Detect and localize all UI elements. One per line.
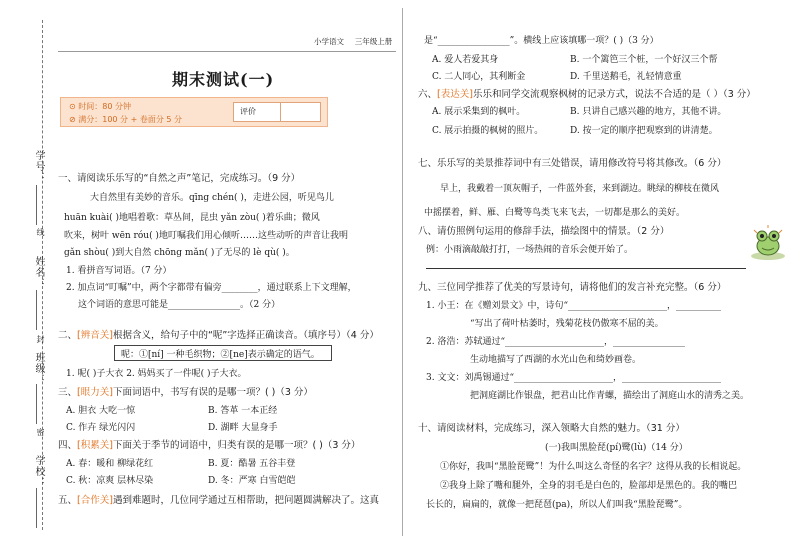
binding-school-label: 学校： <box>33 455 44 488</box>
binding-mark-2: 封 <box>36 335 45 344</box>
q4-option-d[interactable]: D. 冬：严寒 白雪皑皑 <box>208 476 296 486</box>
q9-item-1: 1. 小王：在《赠刘景文》中，诗句“______________________，__________ <box>426 301 722 311</box>
binding-class-field[interactable] <box>36 384 37 424</box>
binding-name-field[interactable] <box>36 290 37 330</box>
q5-option-a[interactable]: A. 爱人若爱其身 <box>432 55 499 65</box>
q8-example: 例：小雨滴敲敲打打，一场热闹的音乐会便开始了。 <box>426 245 634 255</box>
question-6-title: 六、[表达关]乐乐和同学交流观察枫树的记录方式，说法不合适的是（ ）（3 分） <box>418 89 756 100</box>
score-info: ⊘ 满分：100 分 + 卷面分 5 分 <box>69 115 183 124</box>
q3-option-c[interactable]: C. 作卉 绿光闪闪 <box>66 423 136 433</box>
q5-option-b[interactable]: B. 一个篱笆三个桩，一个好汉三个帮 <box>570 55 718 65</box>
q9-item-3: 3. 文文：刘禹锡通过“______________________，______________________ <box>426 373 722 383</box>
evaluation-box[interactable] <box>233 102 321 122</box>
page-title: 期末测试(一) <box>172 70 275 89</box>
q9-item-2: 2. 洛浩：苏轼通过“______________________，________________ <box>426 337 686 347</box>
q9-item-2-cont: 生动地描写了西湖的水光山色和绮妙画卷。 <box>470 355 642 365</box>
q9-item-3-cont: 把洞庭湖比作银盘，把君山比作青螺，描绘出了洞庭山水的清秀之美。 <box>470 391 750 401</box>
q10-passage-line-3: 长长的，扁扁的，就像一把琵琶(pa)，所以人们叫我“黑脸琵鹭”。 <box>426 500 688 510</box>
q3-option-b[interactable]: B. 答革 一本正经 <box>208 406 278 416</box>
exam-info-box <box>60 97 328 127</box>
header-rule <box>58 51 396 52</box>
q10-passage-line-1: ①你好，我叫“黑脸琵鹭”！为什么叫这么奇怪的名字？这得从我的长相说起。 <box>440 462 747 472</box>
q6-option-a[interactable]: A. 展示采集到的枫叶。 <box>432 107 526 117</box>
q1-passage-line-2: huān kuài( )地唱着歌：草丛间，昆虫 yǎn zòu( )着乐曲；微风 <box>64 213 320 223</box>
question-4-title: 四、[积累关]下面关于季节的词语中，归类有误的是哪一项？( )（3 分） <box>58 440 361 451</box>
question-9-title: 九、三位同学推荐了优美的写景诗句，请将他们的发言补充完整。（6 分） <box>418 282 727 293</box>
q10-passage-line-2: ②我身上除了嘴和腿外，全身的羽毛是白色的，脸部却是黑色的。我的嘴巴 <box>440 481 738 491</box>
q3-option-d[interactable]: D. 湖畔 大显身手 <box>208 423 278 433</box>
q5-option-c[interactable]: C. 二人同心，其利断金 <box>432 72 526 82</box>
q4-option-c[interactable]: C. 秋：凉爽 层林尽染 <box>66 476 154 486</box>
section-tag: [合作关] <box>77 495 113 506</box>
q7-passage-line-1: 早上，我戴着一顶灰帽子，一件蓝外套，来到湖边。眺绿的柳枝在微风 <box>440 184 720 194</box>
binding-id-label: 学号： <box>33 150 44 183</box>
binding-name-label: 姓名： <box>33 256 44 289</box>
q1-sub-1: 1. 看拼音写词语。（7 分） <box>66 266 172 276</box>
section-tag: [表达关] <box>437 89 473 100</box>
section-tag: [辨音关] <box>77 330 113 341</box>
column-divider <box>402 8 403 536</box>
q8-answer-line[interactable] <box>426 268 746 269</box>
binding-school-field[interactable] <box>36 488 37 528</box>
q2-pronunciation-hint: 呢：①[ní] 一种毛织物；②[ne]表示确定的语气。 <box>114 345 332 361</box>
q10-reading-title: (一)我叫黑脸琵(pí)鹭(lù)（14 分） <box>545 443 688 453</box>
q7-passage-line-2: 中摇摆着，鲜、雁、白鹭等鸟类飞来飞去，一切都是那么的美好。 <box>424 208 686 218</box>
q4-option-a[interactable]: A. 春：暖和 柳绿花红 <box>66 459 154 469</box>
q9-item-1-cont: “写出了荷叶枯萎时，残菊花枝仍傲寒不屈的美。 <box>470 319 664 329</box>
question-2-title: 二、[辨音关]根据含义，给句子中的“呢”字选择正确读音。（填序号）（4 分） <box>58 330 379 341</box>
question-5-title: 五、[合作关]遇到难题时，几位同学通过互相帮助，把问题圆满解决了。这真 <box>58 495 379 506</box>
evaluation-cell-divider <box>280 103 281 121</box>
q1-sub-2-cont: 这个词语的意思可能是________________。（2 分） <box>78 300 281 310</box>
question-3-title: 三、[眼力关]下面词语中，书写有误的是哪一项？( )（3 分） <box>58 387 313 398</box>
question-1-title: 一、请阅读乐乐写的“自然之声”笔记，完成练习。（9 分） <box>58 173 301 184</box>
q6-option-b[interactable]: B. 只讲自己感兴趣的地方，其他不讲。 <box>570 107 727 117</box>
frog-illustration <box>748 222 788 262</box>
binding-mark-3: 密 <box>36 428 45 437</box>
q1-sub-2: 2. 加点词“叮嘱”中，两个字都带有偏旁________，通过联系上下文理解， <box>66 283 357 293</box>
q6-option-c[interactable]: C. 展示拍摄的枫树的照片。 <box>432 126 544 136</box>
binding-mark-1: 线 <box>36 228 45 237</box>
section-tag: [积累关] <box>77 440 113 451</box>
evaluation-label: 评价 <box>240 107 256 116</box>
q3-option-a[interactable]: A. 胆衣 大吃一惊 <box>66 406 136 416</box>
q1-passage-line-4: gǎn shòu( )到大自然 chōng mǎn( )了无尽的 lè qù( )。 <box>64 248 295 258</box>
section-tag: [眼力关] <box>77 387 113 398</box>
question-7-title: 七、乐乐写的美景推荐词中有三处错误，请用修改符号将其修改。（6 分） <box>418 158 727 169</box>
binding-class-label: 班级： <box>33 352 44 385</box>
grade-label: 三年级上册 <box>354 37 393 46</box>
q1-passage-line-1: 大自然里有美妙的音乐。qīng chén( )，走进公园，听见鸟儿 <box>90 193 334 203</box>
q1-passage-line-3: 吹来，树叶 wēn róu( )地叮嘱我们用心倾听……这些动听的声音让我明 <box>64 231 348 241</box>
page-header <box>314 36 392 47</box>
q6-option-d[interactable]: D. 按一定的顺序把观察到的讲清楚。 <box>570 126 718 136</box>
clock-icon: ⊙ <box>69 102 76 111</box>
subject-label: 小学语文 <box>314 37 344 46</box>
time-info: ⊙ 时间：80 分钟 <box>69 102 131 111</box>
question-10-title: 十、请阅读材料，完成练习，深入领略大自然的魅力。（31 分） <box>418 423 685 434</box>
question-8-title: 八、请仿照例句运用的修辞手法，描绘图中的情景。（2 分） <box>418 226 670 237</box>
q5-option-d[interactable]: D. 千里送鹅毛，礼轻情意重 <box>570 72 682 82</box>
binding-id-field[interactable] <box>36 185 37 225</box>
q4-option-b[interactable]: B. 夏：酷暑 五谷丰登 <box>208 459 296 469</box>
check-icon: ⊘ <box>69 115 76 124</box>
q2-sub-items: 1. 呢( )子大衣 2. 妈妈买了一件呢( )子大衣。 <box>66 369 247 379</box>
q5-continued: 是“________________”。横线上应该填哪一项？( )（3 分） <box>424 36 659 46</box>
